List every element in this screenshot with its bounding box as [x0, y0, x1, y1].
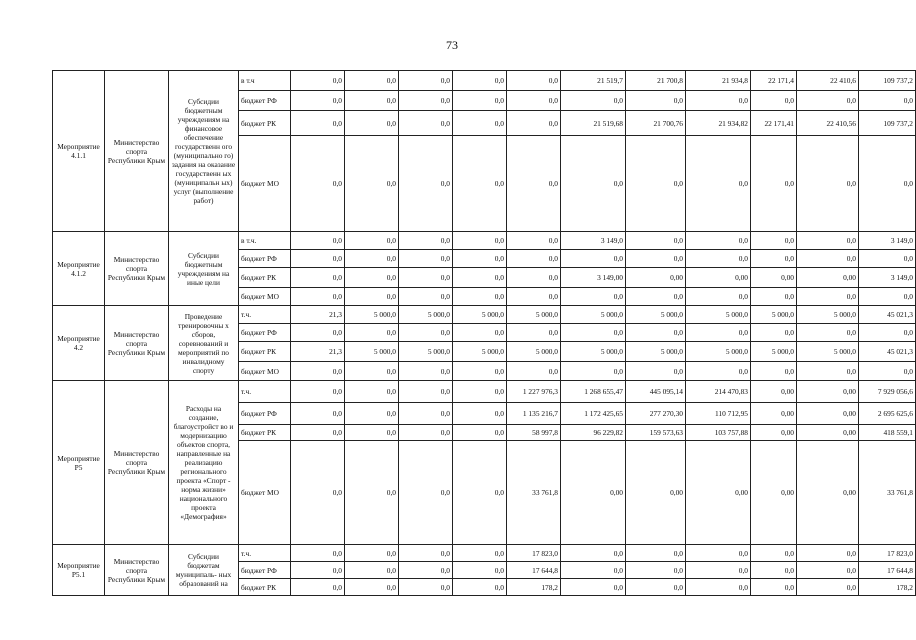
value-cell: 0,0 — [561, 562, 626, 579]
source-cell: бюджет РФ — [239, 250, 291, 268]
value-cell: 0,0 — [345, 288, 399, 306]
value-cell: 0,0 — [399, 381, 453, 403]
source-cell: бюджет РК — [239, 111, 291, 136]
value-cell: 5 000,0 — [453, 306, 507, 324]
value-cell: 0,00 — [797, 381, 859, 403]
value-cell: 5 000,0 — [751, 342, 797, 362]
value-cell: 0,0 — [345, 71, 399, 91]
value-cell: 0,0 — [399, 403, 453, 425]
value-cell: 0,0 — [626, 562, 686, 579]
value-cell: 0,0 — [626, 579, 686, 596]
table-row — [53, 232, 916, 250]
description-cell: Субсидии бюджетам муниципаль- ных образований на — [169, 545, 239, 596]
event-cell: Мероприятие Р5.1 — [53, 545, 105, 596]
value-cell: 0,0 — [399, 288, 453, 306]
value-cell: 159 573,63 — [626, 425, 686, 441]
value-cell: 178,2 — [859, 579, 916, 596]
value-cell: 0,0 — [453, 111, 507, 136]
value-cell: 0,0 — [345, 381, 399, 403]
value-cell: 0,0 — [797, 579, 859, 596]
value-cell: 22 171,41 — [751, 111, 797, 136]
value-cell: 22 410,56 — [797, 111, 859, 136]
source-cell: бюджет РФ — [239, 562, 291, 579]
value-cell: 0,0 — [399, 324, 453, 342]
value-cell: 0,00 — [751, 268, 797, 288]
org-cell: Министерство спорта Республики Крым — [105, 306, 169, 381]
value-cell: 0,0 — [686, 91, 751, 111]
table-row — [53, 545, 916, 562]
value-cell: 0,0 — [345, 91, 399, 111]
value-cell: 45 021,3 — [859, 342, 916, 362]
budget-table — [52, 70, 916, 596]
source-cell: в т.ч — [239, 71, 291, 91]
value-cell: 0,0 — [291, 545, 345, 562]
value-cell: 0,0 — [399, 91, 453, 111]
value-cell: 17 823,0 — [859, 545, 916, 562]
value-cell: 0,0 — [453, 545, 507, 562]
value-cell: 0,0 — [453, 441, 507, 545]
value-cell: 0,0 — [507, 111, 561, 136]
value-cell: 33 761,8 — [507, 441, 561, 545]
source-cell: т.ч. — [239, 306, 291, 324]
source-cell: бюджет РК — [239, 342, 291, 362]
source-cell: бюджет МО — [239, 288, 291, 306]
value-cell: 0,0 — [507, 288, 561, 306]
value-cell: 0,0 — [626, 324, 686, 342]
value-cell: 0,0 — [399, 232, 453, 250]
event-cell: Мероприятие 4.1.2 — [53, 232, 105, 306]
value-cell: 17 644,8 — [507, 562, 561, 579]
value-cell: 0,0 — [345, 403, 399, 425]
value-cell: 0,0 — [291, 441, 345, 545]
value-cell: 5 000,0 — [797, 342, 859, 362]
value-cell: 0,0 — [399, 562, 453, 579]
value-cell: 0,0 — [345, 562, 399, 579]
source-cell: бюджет РФ — [239, 403, 291, 425]
value-cell: 5 000,0 — [399, 306, 453, 324]
value-cell: 21 519,7 — [561, 71, 626, 91]
value-cell: 0,0 — [453, 324, 507, 342]
value-cell: 0,0 — [507, 250, 561, 268]
source-cell: бюджет РФ — [239, 324, 291, 342]
value-cell: 0,0 — [291, 232, 345, 250]
value-cell: 21,3 — [291, 342, 345, 362]
value-cell: 0,0 — [399, 441, 453, 545]
value-cell: 0,0 — [345, 579, 399, 596]
source-cell: бюджет РК — [239, 425, 291, 441]
value-cell: 1 227 976,3 — [507, 381, 561, 403]
value-cell: 0,00 — [626, 268, 686, 288]
value-cell: 0,0 — [453, 250, 507, 268]
value-cell: 5 000,0 — [626, 306, 686, 324]
value-cell: 0,0 — [751, 545, 797, 562]
value-cell: 0,0 — [345, 268, 399, 288]
description-cell: Субсидии бюджетным учреждениям на финансовое обеспечение государственн ого (муниципально го) задания на оказание государственн ых (муниципальн ых) услуг (выполнение работ) — [169, 71, 239, 232]
value-cell: 0,0 — [686, 232, 751, 250]
value-cell: 5 000,0 — [453, 342, 507, 362]
table-row — [53, 306, 916, 324]
value-cell: 0,0 — [561, 545, 626, 562]
value-cell: 0,0 — [686, 545, 751, 562]
value-cell: 22 171,4 — [751, 71, 797, 91]
value-cell: 0,0 — [507, 71, 561, 91]
value-cell: 0,0 — [345, 362, 399, 381]
value-cell: 0,0 — [345, 545, 399, 562]
value-cell: 0,0 — [797, 136, 859, 232]
value-cell: 0,0 — [507, 268, 561, 288]
value-cell: 0,0 — [399, 250, 453, 268]
value-cell: 0,0 — [686, 288, 751, 306]
value-cell: 0,0 — [507, 324, 561, 342]
value-cell: 0,0 — [751, 91, 797, 111]
value-cell: 0,0 — [507, 136, 561, 232]
value-cell: 5 000,0 — [561, 306, 626, 324]
value-cell: 0,00 — [686, 268, 751, 288]
value-cell: 0,0 — [561, 250, 626, 268]
value-cell: 0,0 — [859, 288, 916, 306]
value-cell: 0,0 — [399, 425, 453, 441]
event-cell: Мероприятие Р5 — [53, 381, 105, 545]
value-cell: 5 000,0 — [561, 342, 626, 362]
value-cell: 1 268 655,47 — [561, 381, 626, 403]
value-cell: 0,0 — [751, 232, 797, 250]
value-cell: 0,0 — [345, 441, 399, 545]
value-cell: 0,0 — [751, 250, 797, 268]
value-cell: 0,0 — [561, 91, 626, 111]
value-cell: 58 997,8 — [507, 425, 561, 441]
value-cell: 0,0 — [291, 111, 345, 136]
source-cell: бюджет РК — [239, 268, 291, 288]
value-cell: 0,0 — [291, 579, 345, 596]
value-cell: 0,0 — [399, 71, 453, 91]
value-cell: 109 737,2 — [859, 71, 916, 91]
value-cell: 0,0 — [626, 232, 686, 250]
value-cell: 5 000,0 — [507, 306, 561, 324]
value-cell: 0,0 — [507, 232, 561, 250]
value-cell: 0,0 — [686, 250, 751, 268]
value-cell: 0,0 — [453, 403, 507, 425]
value-cell: 0,0 — [453, 136, 507, 232]
value-cell: 0,0 — [686, 324, 751, 342]
value-cell: 0,0 — [797, 91, 859, 111]
value-cell: 0,00 — [751, 403, 797, 425]
value-cell: 0,0 — [291, 91, 345, 111]
source-cell: бюджет РК — [239, 579, 291, 596]
value-cell: 5 000,0 — [686, 306, 751, 324]
value-cell: 0,0 — [453, 288, 507, 306]
source-cell: бюджет РФ — [239, 91, 291, 111]
value-cell: 0,0 — [345, 136, 399, 232]
value-cell: 0,0 — [345, 232, 399, 250]
value-cell: 0,0 — [751, 288, 797, 306]
org-cell: Министерство спорта Республики Крым — [105, 71, 169, 232]
value-cell: 17 823,0 — [507, 545, 561, 562]
value-cell: 0,0 — [291, 381, 345, 403]
value-cell: 17 644,8 — [859, 562, 916, 579]
value-cell: 0,0 — [291, 362, 345, 381]
value-cell: 0,00 — [686, 441, 751, 545]
value-cell: 21 934,8 — [686, 71, 751, 91]
table-row — [53, 71, 916, 91]
value-cell: 0,0 — [626, 288, 686, 306]
value-cell: 0,0 — [561, 362, 626, 381]
value-cell: 5 000,0 — [626, 342, 686, 362]
source-cell: т.ч. — [239, 381, 291, 403]
page-number: 73 — [446, 38, 458, 52]
value-cell: 3 149,0 — [859, 232, 916, 250]
value-cell: 0,0 — [291, 562, 345, 579]
value-cell: 0,0 — [291, 71, 345, 91]
value-cell: 5 000,0 — [345, 306, 399, 324]
value-cell: 0,0 — [751, 324, 797, 342]
value-cell: 0,0 — [859, 250, 916, 268]
description-cell: Расходы на создание, благоустройст во и модернизацию объектов спорта, направленные на реализацию регионального проекта «Спорт - норма жизни» национального проекта «Демография» — [169, 381, 239, 545]
value-cell: 0,0 — [291, 324, 345, 342]
value-cell: 3 149,0 — [859, 268, 916, 288]
value-cell: 0,0 — [751, 362, 797, 381]
value-cell: 5 000,0 — [507, 342, 561, 362]
value-cell: 21 700,76 — [626, 111, 686, 136]
value-cell: 96 229,82 — [561, 425, 626, 441]
value-cell: 0,0 — [345, 250, 399, 268]
value-cell: 0,0 — [797, 545, 859, 562]
source-cell: в т.ч. — [239, 232, 291, 250]
value-cell: 0,00 — [561, 441, 626, 545]
value-cell: 0,00 — [797, 268, 859, 288]
description-cell: Проведение тренировочны х сборов, соревнований и мероприятий по инвалидному спорту — [169, 306, 239, 381]
value-cell: 5 000,0 — [399, 342, 453, 362]
value-cell: 0,0 — [797, 324, 859, 342]
value-cell: 0,0 — [453, 268, 507, 288]
value-cell: 0,0 — [291, 136, 345, 232]
value-cell: 0,0 — [797, 250, 859, 268]
value-cell: 0,0 — [291, 250, 345, 268]
value-cell: 0,0 — [859, 362, 916, 381]
value-cell: 0,0 — [626, 91, 686, 111]
value-cell: 0,0 — [453, 91, 507, 111]
value-cell: 5 000,0 — [797, 306, 859, 324]
value-cell: 0,0 — [626, 136, 686, 232]
value-cell: 0,0 — [797, 288, 859, 306]
budget-table-body — [53, 71, 916, 596]
source-cell: бюджет МО — [239, 441, 291, 545]
value-cell: 0,0 — [561, 579, 626, 596]
source-cell: т.ч. — [239, 545, 291, 562]
description-cell: Субсидии бюджетным учреждениям на иные цели — [169, 232, 239, 306]
value-cell: 0,0 — [626, 545, 686, 562]
value-cell: 0,0 — [291, 268, 345, 288]
value-cell: 0,00 — [797, 441, 859, 545]
value-cell: 0,00 — [751, 425, 797, 441]
value-cell: 0,0 — [453, 71, 507, 91]
value-cell: 0,0 — [507, 91, 561, 111]
value-cell: 178,2 — [507, 579, 561, 596]
value-cell: 0,0 — [399, 545, 453, 562]
value-cell: 0,0 — [399, 579, 453, 596]
value-cell: 0,0 — [345, 425, 399, 441]
org-cell: Министерство спорта Республики Крым — [105, 545, 169, 596]
table-row — [53, 381, 916, 403]
value-cell: 0,00 — [797, 403, 859, 425]
value-cell: 22 410,6 — [797, 71, 859, 91]
value-cell: 0,0 — [859, 136, 916, 232]
value-cell: 418 559,1 — [859, 425, 916, 441]
value-cell: 0,0 — [345, 111, 399, 136]
value-cell: 0,00 — [626, 441, 686, 545]
value-cell: 5 000,0 — [345, 342, 399, 362]
value-cell: 0,0 — [507, 362, 561, 381]
value-cell: 0,0 — [686, 136, 751, 232]
value-cell: 21 700,8 — [626, 71, 686, 91]
value-cell: 3 149,00 — [561, 268, 626, 288]
value-cell: 0,0 — [561, 288, 626, 306]
value-cell: 0,0 — [453, 232, 507, 250]
value-cell: 5 000,0 — [686, 342, 751, 362]
value-cell: 1 135 216,7 — [507, 403, 561, 425]
value-cell: 0,0 — [399, 111, 453, 136]
value-cell: 1 172 425,65 — [561, 403, 626, 425]
value-cell: 5 000,0 — [751, 306, 797, 324]
value-cell: 445 095,14 — [626, 381, 686, 403]
value-cell: 0,0 — [561, 324, 626, 342]
value-cell: 0,0 — [859, 91, 916, 111]
value-cell: 0,0 — [291, 425, 345, 441]
value-cell: 0,0 — [626, 362, 686, 381]
event-cell: Мероприятие 4.2 — [53, 306, 105, 381]
value-cell: 3 149,0 — [561, 232, 626, 250]
value-cell: 7 929 056,6 — [859, 381, 916, 403]
value-cell: 21 519,68 — [561, 111, 626, 136]
value-cell: 0,0 — [453, 381, 507, 403]
value-cell: 0,0 — [797, 362, 859, 381]
value-cell: 33 761,8 — [859, 441, 916, 545]
value-cell: 0,0 — [686, 562, 751, 579]
value-cell: 0,0 — [859, 324, 916, 342]
value-cell: 0,0 — [797, 232, 859, 250]
value-cell: 0,0 — [626, 250, 686, 268]
value-cell: 0,00 — [751, 441, 797, 545]
value-cell: 109 737,2 — [859, 111, 916, 136]
org-cell: Министерство спорта Республики Крым — [105, 232, 169, 306]
value-cell: 0,0 — [453, 362, 507, 381]
value-cell: 110 712,95 — [686, 403, 751, 425]
value-cell: 0,0 — [291, 403, 345, 425]
value-cell: 0,0 — [291, 288, 345, 306]
source-cell: бюджет МО — [239, 362, 291, 381]
value-cell: 0,0 — [751, 579, 797, 596]
value-cell: 0,0 — [453, 579, 507, 596]
value-cell: 0,0 — [399, 268, 453, 288]
value-cell: 0,0 — [686, 362, 751, 381]
value-cell: 103 757,88 — [686, 425, 751, 441]
value-cell: 21 934,82 — [686, 111, 751, 136]
value-cell: 0,0 — [686, 579, 751, 596]
org-cell: Министерство спорта Республики Крым — [105, 381, 169, 545]
value-cell: 0,0 — [399, 136, 453, 232]
event-cell: Мероприятие 4.1.1 — [53, 71, 105, 232]
value-cell: 0,0 — [751, 562, 797, 579]
value-cell: 21,3 — [291, 306, 345, 324]
value-cell: 214 470,83 — [686, 381, 751, 403]
value-cell: 0,00 — [751, 381, 797, 403]
value-cell: 0,0 — [453, 425, 507, 441]
value-cell: 0,0 — [561, 136, 626, 232]
source-cell: бюджет МО — [239, 136, 291, 232]
value-cell: 2 695 625,6 — [859, 403, 916, 425]
value-cell: 0,0 — [399, 362, 453, 381]
value-cell: 277 270,30 — [626, 403, 686, 425]
value-cell: 45 021,3 — [859, 306, 916, 324]
value-cell: 0,0 — [751, 136, 797, 232]
value-cell: 0,0 — [345, 324, 399, 342]
value-cell: 0,0 — [797, 562, 859, 579]
value-cell: 0,00 — [797, 425, 859, 441]
value-cell: 0,0 — [453, 562, 507, 579]
